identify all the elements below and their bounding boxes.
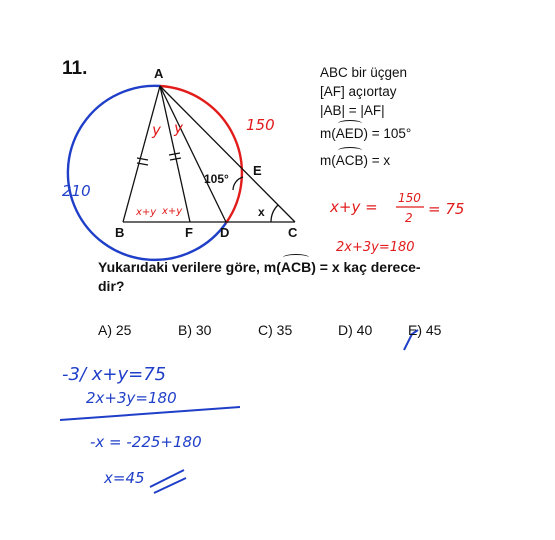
segment-ac xyxy=(160,86,295,222)
angle-label-105: 105° xyxy=(204,172,229,186)
angle-y-left: y xyxy=(152,121,161,139)
choice-c[interactable]: C) 35 xyxy=(258,322,293,338)
angle-y-right: y xyxy=(174,119,183,137)
solution-line-4: x=45 xyxy=(104,469,145,487)
given-line-4: m(AED) = 105° xyxy=(320,126,412,141)
solution-line-1: -3/ x+y=75 xyxy=(62,364,167,385)
question-number: 11. xyxy=(62,58,88,79)
arc-label-150: 150 xyxy=(246,116,275,134)
point-a: A xyxy=(154,66,164,81)
red-equation-den: 2 xyxy=(405,211,413,225)
red-equation-2: 2x+3y=180 xyxy=(336,240,415,255)
point-c: C xyxy=(288,225,298,240)
point-f: F xyxy=(185,225,193,240)
point-d: D xyxy=(220,225,230,240)
given-line-5: m(ACB) = x xyxy=(320,153,391,168)
given-line-3: |AB| = |AF| xyxy=(320,103,385,118)
segment-ab xyxy=(123,86,160,222)
segment-ad xyxy=(160,86,226,222)
solution-divider xyxy=(60,407,240,420)
given-line-2: [AF] açıortay xyxy=(320,84,397,99)
given-line-1: ABC bir üçgen xyxy=(320,65,408,80)
tick-ab-1 xyxy=(137,158,148,160)
arc-acb: ACB xyxy=(335,153,364,168)
red-equation-rhs: = 75 xyxy=(428,200,465,218)
solution-line-2: 2x+3y=180 xyxy=(86,389,177,407)
angle-sum-f: x+y xyxy=(162,206,183,217)
angle-sum-b: x+y xyxy=(136,207,157,218)
point-b: B xyxy=(115,225,125,240)
choice-e[interactable]: E) 45 xyxy=(408,322,442,338)
question-text xyxy=(98,258,478,296)
question-arc-acb: ACB xyxy=(280,259,312,275)
solution-line-3: -x = -225+180 xyxy=(90,433,202,451)
double-underline-mark xyxy=(150,470,186,493)
question-line-1: Yukarıdaki verilere göre, m(ACB) = x kaç derece- xyxy=(98,259,421,275)
angle-arc-c xyxy=(271,205,278,222)
question-line-2: dir? xyxy=(98,278,125,294)
arc-aed: AED xyxy=(335,126,364,141)
choice-b[interactable]: B) 30 xyxy=(178,322,212,338)
point-e: E xyxy=(253,163,262,178)
angle-label-x: x xyxy=(258,205,265,219)
given-info xyxy=(320,63,411,170)
red-equation-lhs: x+y = xyxy=(330,198,378,216)
arc-label-210: 210 xyxy=(62,182,91,200)
red-equation-num: 150 xyxy=(398,191,421,205)
choice-d[interactable]: D) 40 xyxy=(338,322,373,338)
choice-a[interactable]: A) 25 xyxy=(98,322,132,338)
